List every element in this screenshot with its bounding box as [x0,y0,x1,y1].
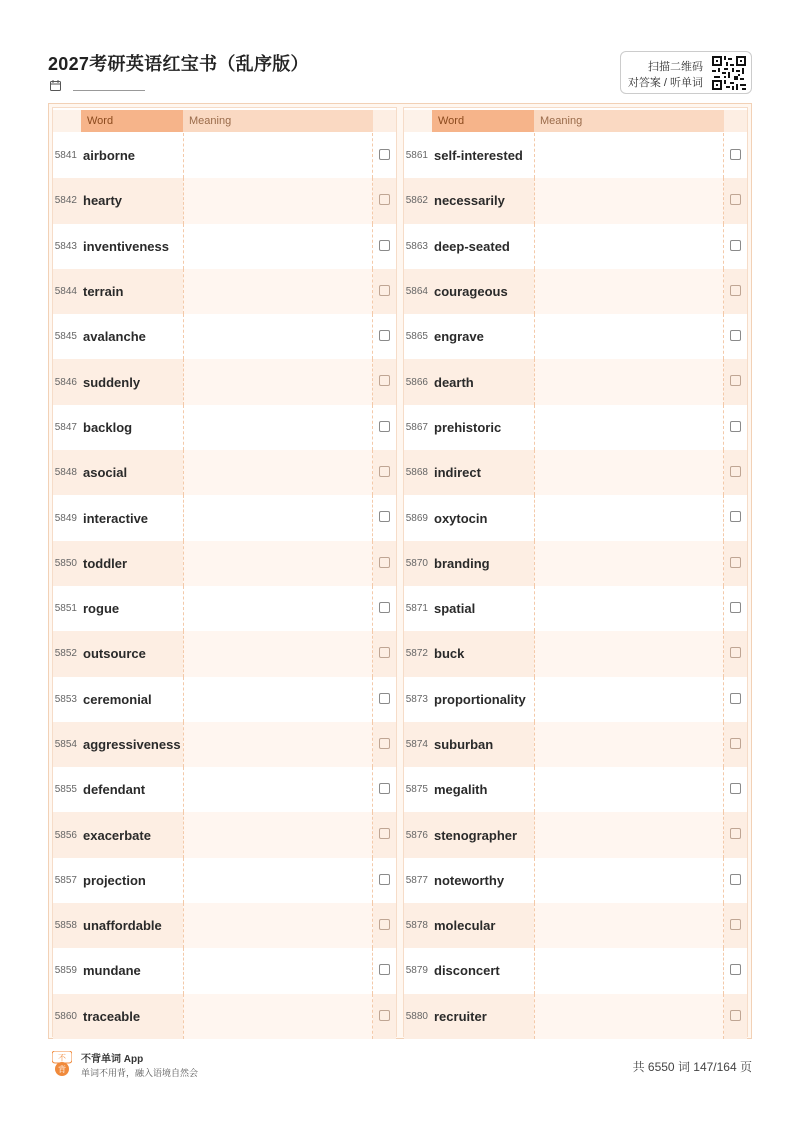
checkbox-icon[interactable] [379,693,390,704]
word-text: toddler [83,555,128,571]
meaning-cell[interactable] [183,858,373,903]
meaning-cell[interactable] [534,450,724,495]
word-text: outsource [83,646,146,662]
word-number: 5869 [405,512,428,524]
meaning-cell[interactable] [534,224,724,269]
table-row [404,178,747,223]
word-number: 5846 [54,376,77,388]
table-row [53,405,396,450]
table-row [404,359,747,404]
checkbox-icon[interactable] [379,964,390,975]
meaning-cell[interactable] [534,858,724,903]
checkbox-icon[interactable] [379,602,390,613]
checkbox-icon[interactable] [379,919,390,930]
word-number: 5874 [405,739,428,750]
word-text: suddenly [83,374,141,390]
checkbox-icon[interactable] [730,375,741,386]
word-number: 5871 [405,603,428,615]
word-number: 5855 [54,784,77,796]
word-text: proportionality [434,691,526,707]
word-text: interactive [83,510,149,526]
word-text: hearty [83,193,123,209]
checkbox-icon[interactable] [379,647,390,658]
table-row [404,858,747,903]
word-number: 5864 [405,286,428,298]
word-text: unaffordable [83,918,162,934]
column-header-word: Word [81,110,183,132]
word-text: prehistoric [434,419,502,435]
checkbox-icon[interactable] [730,919,741,930]
word-number: 5848 [54,467,77,479]
word-text: courageous [434,284,508,300]
meaning-cell[interactable] [183,541,373,586]
meaning-cell[interactable] [534,812,724,857]
meaning-cell[interactable] [183,722,373,767]
meaning-cell[interactable] [183,994,373,1039]
checkbox-icon[interactable] [730,466,741,477]
meaning-cell[interactable] [534,314,724,359]
table-row [404,677,747,722]
column-header-meaning: Meaning [534,110,724,132]
checkbox-icon[interactable] [730,1010,741,1021]
meaning-cell[interactable] [183,450,373,495]
checkbox-icon[interactable] [379,874,390,885]
meaning-cell[interactable] [534,586,724,631]
table-row [53,178,396,223]
right-rows [404,133,747,1039]
column-header-word: Word [432,110,534,132]
checkbox-icon[interactable] [730,285,741,296]
checkbox-icon[interactable] [730,874,741,885]
table-row [404,812,747,857]
word-text: deep-seated [434,238,510,254]
table-row [404,405,747,450]
table-row [53,994,396,1039]
checkbox-icon[interactable] [379,149,390,160]
word-text: mundane [83,963,141,979]
table-row [404,541,747,586]
word-number: 5851 [54,603,77,615]
page-indicator: 共 6550 词 147/164 页 [632,1060,752,1074]
meaning-cell[interactable] [534,359,724,404]
table-row [53,314,396,359]
word-number: 5845 [54,331,77,343]
meaning-cell[interactable] [183,677,373,722]
qr-code-icon[interactable] [712,56,746,90]
table-row [404,314,747,359]
table-row [53,722,396,767]
meaning-cell[interactable] [534,405,724,450]
word-text: backlog [83,419,133,435]
qr-caption-line1: 扫描二维码 [648,61,703,73]
meaning-cell[interactable] [183,903,373,948]
checkbox-icon[interactable] [379,194,390,205]
word-number: 5876 [405,829,428,841]
qr-panel [620,51,752,94]
word-text: dearth [434,374,474,390]
checkbox-icon[interactable] [730,738,741,749]
meaning-cell[interactable] [183,314,373,359]
table-row [404,133,747,178]
table-row [53,224,396,269]
checkbox-icon[interactable] [730,240,741,251]
checkbox-icon[interactable] [379,330,390,341]
qr-caption-line2: 对答案 / 听单词 [627,77,703,89]
word-number: 5842 [54,195,77,207]
table-row [53,948,396,993]
table-row [53,677,396,722]
word-number: 5850 [54,557,77,569]
table-row [404,224,747,269]
checkbox-icon[interactable] [730,511,741,522]
checkbox-icon[interactable] [379,375,390,386]
word-number: 5878 [405,920,428,932]
table-row [404,994,747,1039]
checkbox-icon[interactable] [730,647,741,658]
table-row [53,495,396,540]
meaning-cell[interactable] [534,767,724,812]
table-row [404,722,747,767]
table-row [404,903,747,948]
meaning-cell[interactable] [183,133,373,178]
meaning-cell[interactable] [183,405,373,450]
svg-text:不: 不 [58,1053,66,1063]
table-row [53,133,396,178]
meaning-cell[interactable] [183,224,373,269]
word-text: traceable [83,1008,141,1024]
meaning-cell[interactable] [183,359,373,404]
word-text: airborne [83,148,136,164]
word-number: 5879 [405,965,428,977]
word-number: 5843 [54,240,77,252]
word-text: ceremonial [83,691,152,707]
app-logo-icon [52,1051,72,1076]
meaning-cell[interactable] [534,269,724,314]
meaning-cell[interactable] [534,178,724,223]
checkbox-icon[interactable] [730,330,741,341]
word-number: 5854 [54,739,77,750]
table-row [53,450,396,495]
word-number: 5862 [405,195,428,207]
word-number: 5873 [405,693,428,705]
checkbox-icon[interactable] [730,693,741,704]
meaning-cell[interactable] [534,948,724,993]
date-field [50,80,145,91]
meaning-cell[interactable] [183,586,373,631]
word-number: 5861 [405,150,428,162]
table-row [404,450,747,495]
qr-caption [628,59,703,91]
left-rows [53,133,396,1039]
word-number: 5872 [405,648,428,660]
checkbox-icon[interactable] [730,783,741,794]
word-number: 5880 [405,1010,428,1022]
svg-text:背: 背 [58,1065,66,1074]
word-text: rogue [83,601,120,617]
word-number: 5875 [405,784,428,796]
right-word-table [403,107,748,1037]
column-header-meaning: Meaning [183,110,373,132]
word-number: 5860 [54,1010,77,1022]
checkbox-icon[interactable] [379,285,390,296]
table-row [53,812,396,857]
table-row [53,586,396,631]
table-row [53,631,396,676]
meaning-cell[interactable] [183,767,373,812]
table-row [404,586,747,631]
footer-slogan: 单词不用背，融入语境自然会 [81,1068,199,1078]
word-text: self-interested [434,148,523,164]
word-text: defendant [83,782,146,798]
calendar-icon [50,80,61,91]
word-number: 5865 [405,331,428,343]
meaning-cell[interactable] [534,631,724,676]
word-text: spatial [434,601,476,617]
word-number: 5844 [54,286,77,298]
word-text: recruiter [434,1008,487,1024]
checkbox-icon[interactable] [379,511,390,522]
meaning-cell[interactable] [534,495,724,540]
meaning-cell[interactable] [183,631,373,676]
word-number: 5870 [405,557,428,569]
word-number: 5841 [54,150,77,162]
word-number: 5866 [405,376,428,388]
checkbox-icon[interactable] [730,194,741,205]
checkbox-icon[interactable] [379,557,390,568]
checkbox-icon[interactable] [730,964,741,975]
table-row [53,903,396,948]
word-text: disconcert [434,963,500,979]
checkbox-icon[interactable] [730,557,741,568]
table-row [404,948,747,993]
word-number: 5849 [54,512,77,524]
word-number: 5856 [54,829,77,841]
meaning-cell[interactable] [534,722,724,767]
meaning-cell[interactable] [534,903,724,948]
checkbox-icon[interactable] [379,240,390,251]
table-row [53,858,396,903]
meaning-cell[interactable] [534,541,724,586]
meaning-cell[interactable] [534,133,724,178]
checkbox-icon[interactable] [730,828,741,839]
table-row [404,631,747,676]
word-number: 5859 [54,965,77,977]
table-row [53,541,396,586]
meaning-cell[interactable] [183,495,373,540]
word-text: indirect [434,465,481,481]
meaning-cell[interactable] [534,677,724,722]
checkbox-icon[interactable] [730,149,741,160]
checkbox-icon[interactable] [379,466,390,477]
word-text: terrain [83,284,124,300]
word-number: 5847 [54,421,77,433]
date-blank-line[interactable] [73,81,145,91]
word-number: 5857 [54,874,77,886]
word-text: noteworthy [434,872,505,888]
table-row [404,269,747,314]
word-number: 5868 [405,467,428,479]
word-number: 5852 [54,648,77,660]
footer-app-name: 不背单词 App [81,1054,144,1065]
page-title: 2027考研英语红宝书（乱序版） [48,54,309,74]
table-row [53,269,396,314]
word-number: 5867 [405,421,428,433]
checkbox-icon[interactable] [379,1010,390,1021]
vocabulary-sheet [48,103,752,1039]
word-number: 5858 [54,920,77,932]
word-text: inventiveness [83,238,169,254]
word-text: necessarily [434,193,505,209]
word-number: 5863 [405,240,428,252]
word-number: 5877 [405,874,428,886]
checkbox-icon[interactable] [379,738,390,749]
word-text: asocial [83,465,128,481]
word-text: engrave [434,329,484,345]
word-text: stenographer [434,827,518,843]
table-row [404,495,747,540]
word-text: branding [434,555,490,571]
word-text: avalanche [83,329,146,345]
word-text: exacerbate [83,827,151,843]
checkbox-icon[interactable] [379,421,390,432]
word-text: molecular [434,918,496,934]
word-text: suburban [434,737,494,752]
word-text: aggressiveness [83,737,181,752]
word-text: megalith [434,782,488,798]
meaning-cell[interactable] [183,948,373,993]
checkbox-icon[interactable] [730,602,741,613]
checkbox-icon[interactable] [730,421,741,432]
checkbox-icon[interactable] [379,828,390,839]
left-word-table [52,107,397,1037]
table-row [53,767,396,812]
meaning-cell[interactable] [183,812,373,857]
checkbox-icon[interactable] [379,783,390,794]
word-text: oxytocin [434,510,488,526]
meaning-cell[interactable] [183,178,373,223]
table-header [53,110,396,132]
table-row [53,359,396,404]
table-row [404,767,747,812]
meaning-cell[interactable] [534,994,724,1039]
word-number: 5853 [54,693,77,705]
meaning-cell[interactable] [183,269,373,314]
word-text: projection [83,872,146,888]
word-text: buck [434,646,465,662]
table-header [404,110,747,132]
